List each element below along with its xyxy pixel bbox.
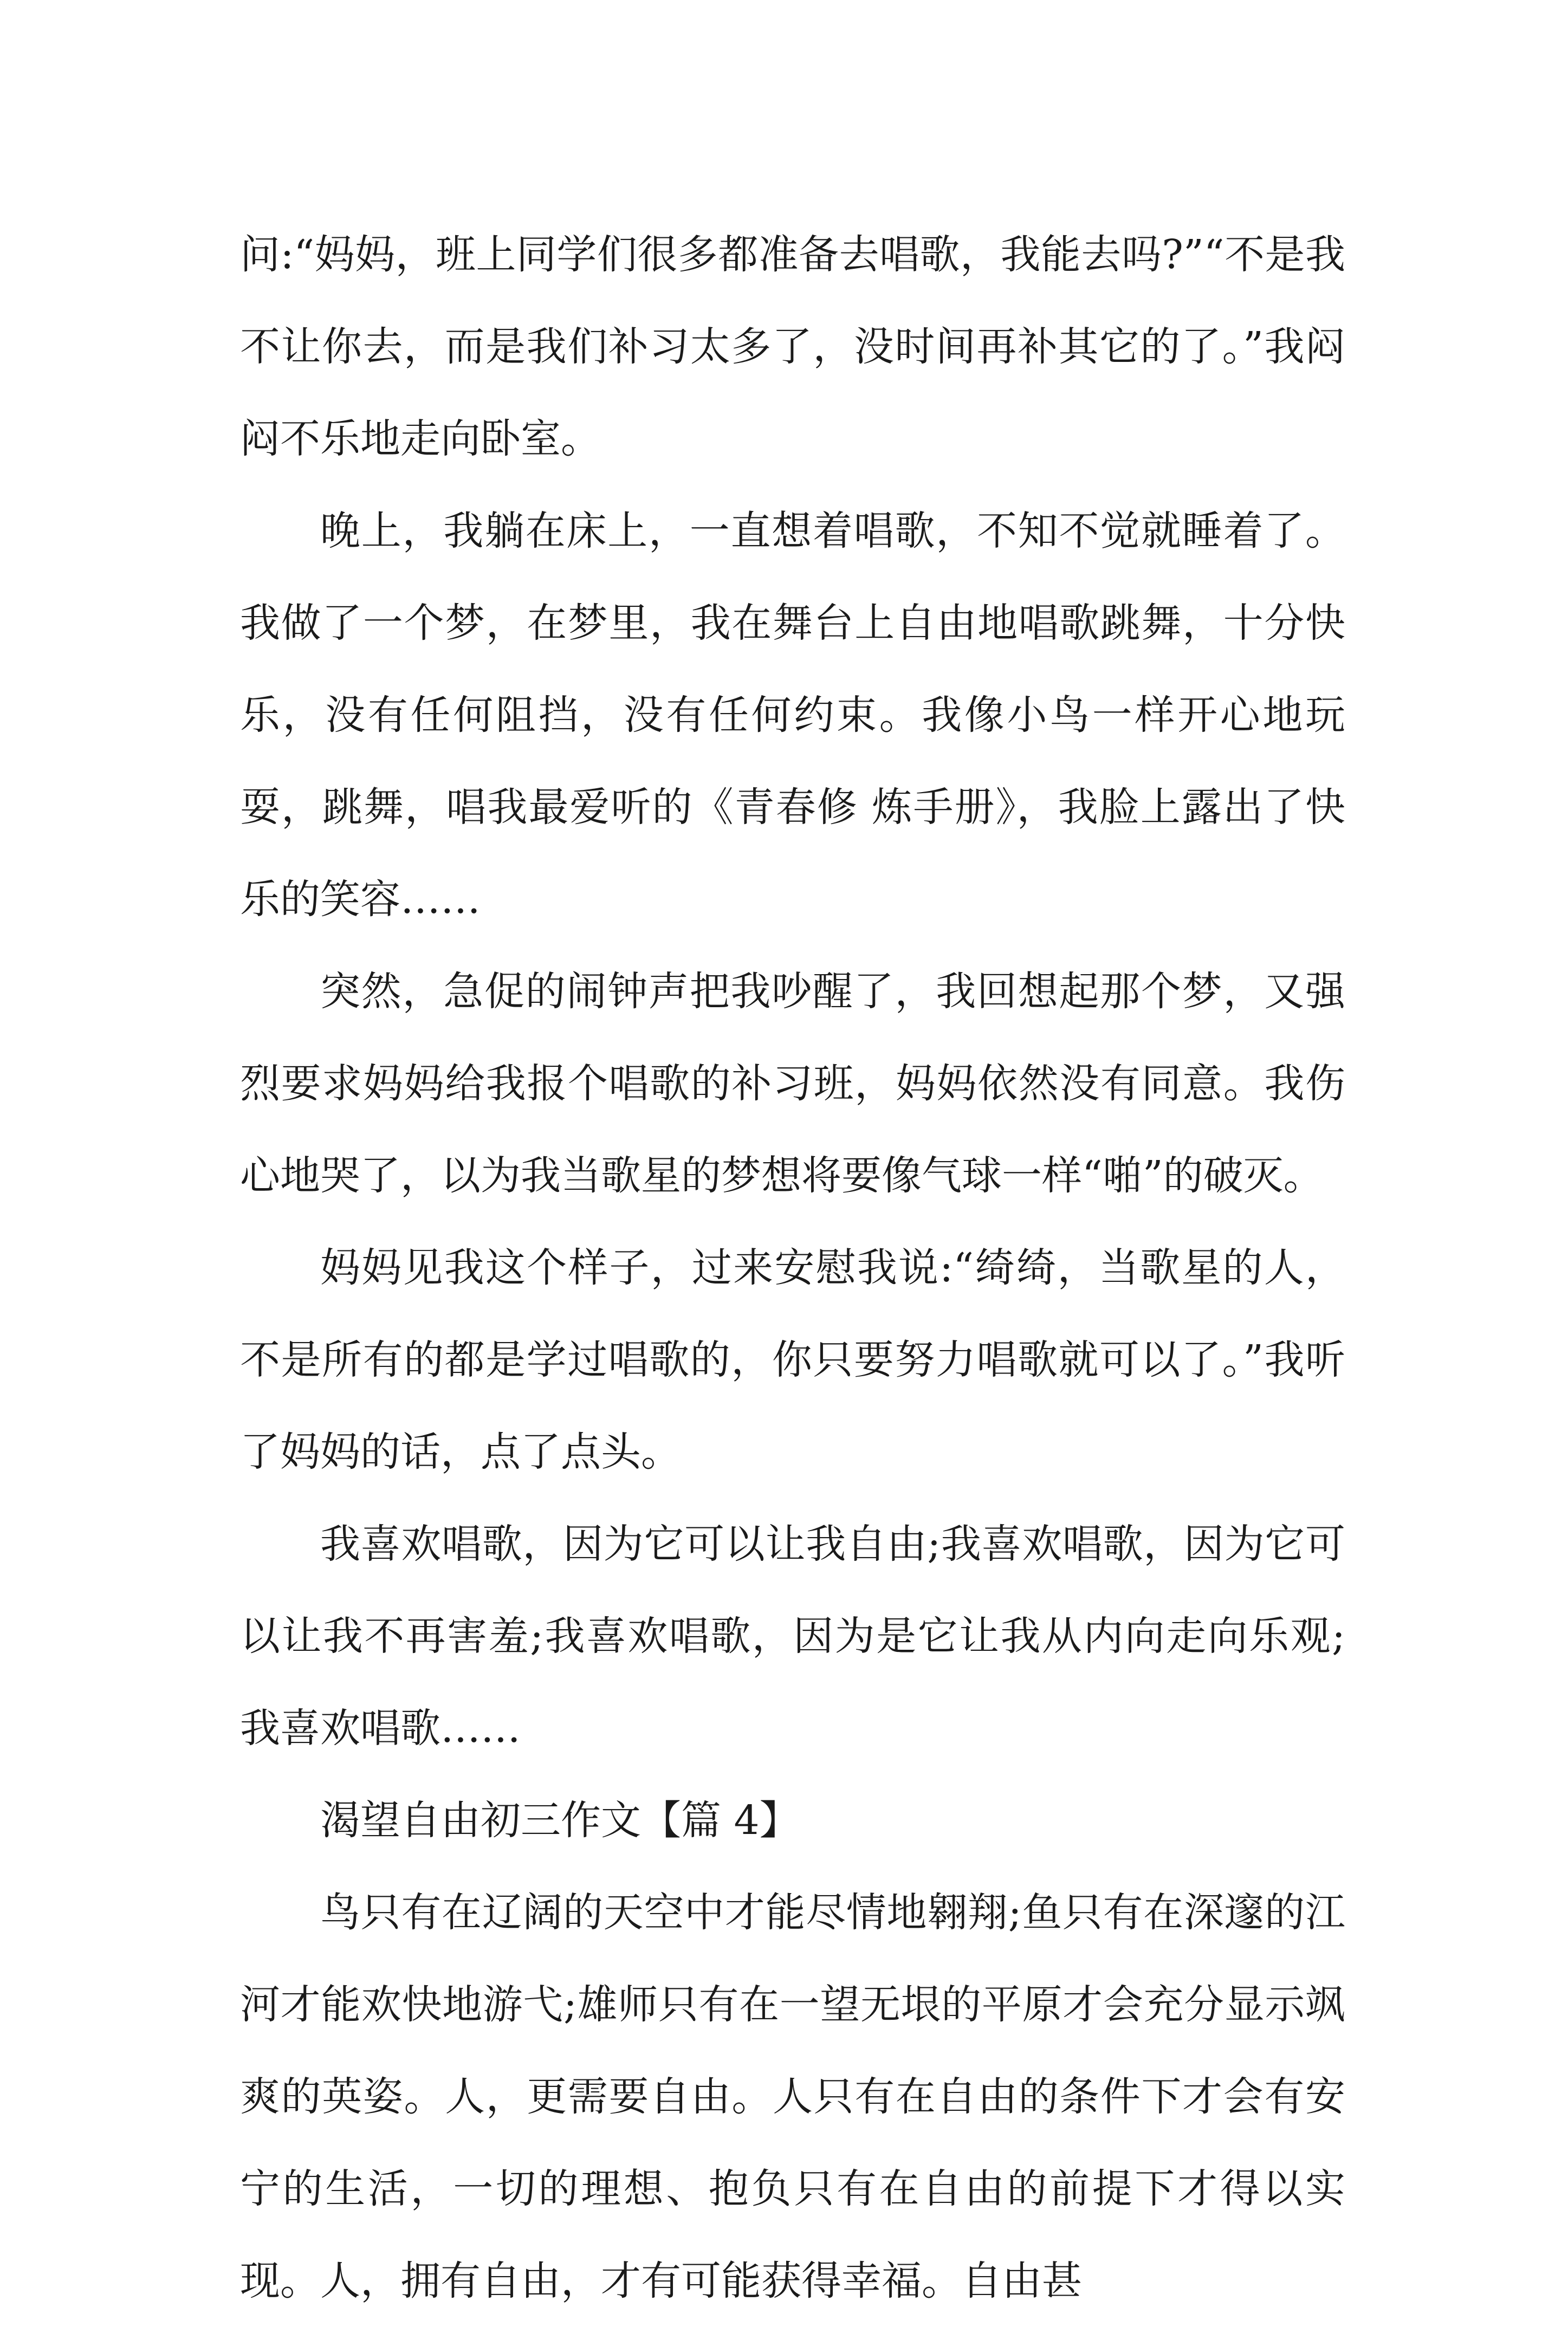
paragraph-3: 突然，急促的闹钟声把我吵醒了，我回想起那个梦，又强烈要求妈妈给我报个唱歌的补习班，妈妈依然没有同意。我伤心地哭了，以为我当歌星的梦想将要像气球一样“啪”的破灭。 bbox=[240, 968, 1345, 1199]
document-page bbox=[240, 209, 1345, 2327]
paragraph-4: 妈妈见我这个样子，过来安慰我说:“绮绮，当歌星的人，不是所有的都是学过唱歌的，你只要努力唱歌就可以了。”我听了妈妈的话，点了点头。 bbox=[240, 1244, 1345, 1475]
paragraph-2: 晚上，我躺在床上，一直想着唱歌，不知不觉就睡着了。我做了一个梦，在梦里，我在舞台上自由地唱歌跳舞，十分快乐，没有任何阻挡，没有任何约束。我像小鸟一样开心地玩耍，跳舞，唱我最爱听的《青春修 炼手册》，我脸上露出了快乐的笑容…… bbox=[240, 508, 1345, 923]
paragraph-1: 问:“妈妈，班上同学们很多都准备去唱歌，我能去吗?”“不是我不让你去，而是我们补习太多了，没时间再补其它的了。”我闷闷不乐地走向卧室。 bbox=[240, 231, 1345, 462]
paragraph-6: 鸟只有在辽阔的天空中才能尽情地翱翔;鱼只有在深邃的江河才能欢快地游弋;雄师只有在一望无垠的平原才会充分显示飒爽的英姿。人，更需要自由。人只有在自由的条件下才会有安宁的生活，一切的理想、抱负只有在自由的前提下才得以实现。人，拥有自由，才有可能获得幸福。自由甚 bbox=[240, 1889, 1345, 2304]
section-title: 渴望自由初三作文【篇 4】 bbox=[320, 1797, 800, 1844]
paragraph-5: 我喜欢唱歌，因为它可以让我自由;我喜欢唱歌，因为它可以让我不再害羞;我喜欢唱歌，因为是它让我从内向走向乐观;我喜欢唱歌…… bbox=[240, 1521, 1345, 1752]
